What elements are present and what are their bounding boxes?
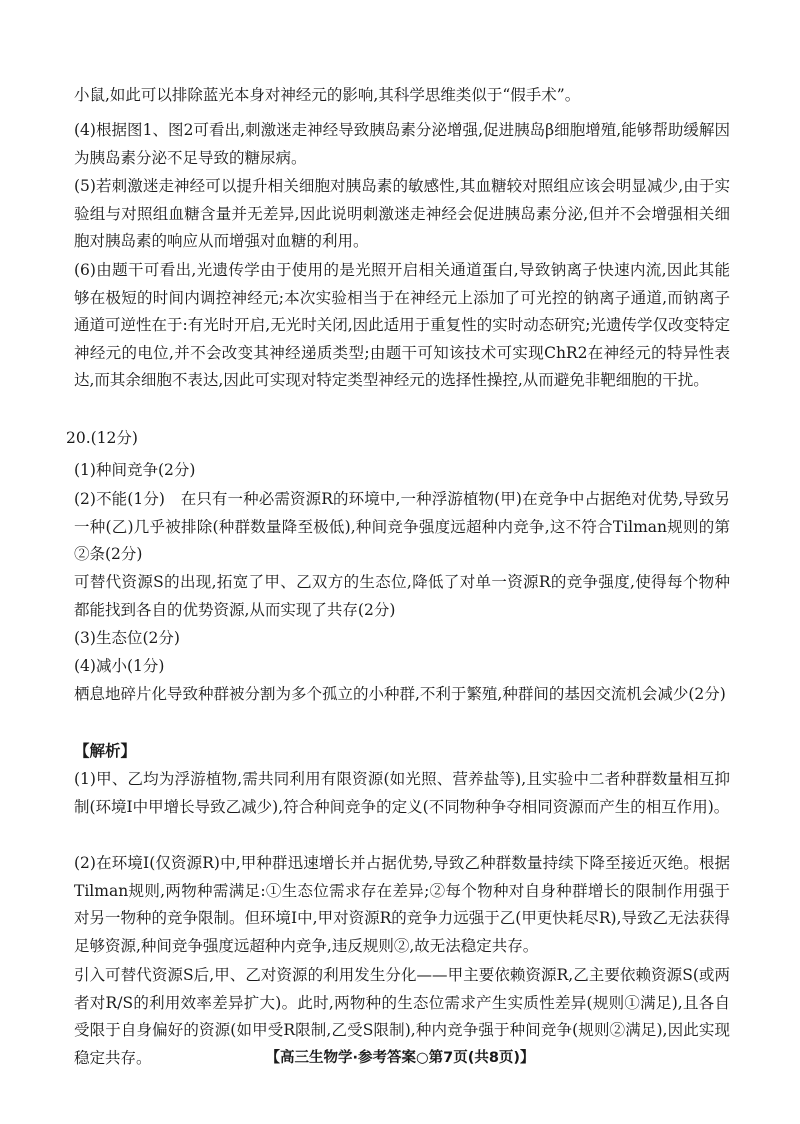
analysis-1: (1)甲、乙均为浮游植物,需共同利用有限资源(如光照、营养盐等),且实验中二者种群数量相互抑制(环境Ⅰ中甲增长导致乙减少),符合种间竞争的定义(不同物种争夺相同资源而产生的相互作用)。 bbox=[74, 770, 730, 816]
analysis-2: (2)在环境Ⅰ(仅资源R)中,甲种群迅速增长并占据优势,导致乙种群数量持续下降至接近灭绝。根据Tilman规则,两物种需满足:①生态位需求存在差异;②每个物种对自身种群增长的限制作用强于对另一物种的竞争限制。但环境Ⅰ中,甲对资源R的竞争力远强于乙(甲更快耗尽R),导致乙无法获得足够资源,种间竞争强度远超种内竞争,违反规则②,故无法稳定共存。 bbox=[74, 854, 730, 955]
answer-4: (4)减小(1分) bbox=[74, 657, 165, 675]
answer-1: (1)种间竞争(2分) bbox=[74, 461, 196, 479]
paragraph-q6: (6)由题干可看出,光遗传学由于使用的是光照开启相关通道蛋白,导致钠离子快速内流,因此其能够在极短的时间内调控神经元;本次实验相当于在神经元上添加了可光控的钠离子通道,而钠离子通道可逆性在于:有光时开启,无光时关闭,因此适用于重复性的实时动态研究;光遗传学仅改变特定神经元的电位,并不会改变其神经递质类型;由题干可知该技术可实现ChR2在神经元的特异性表达,而其余细胞不表达,因此可实现对特定类型神经元的选择性操控,从而避免非靶细胞的干扰。 bbox=[74, 261, 730, 389]
question-20-heading: 20.(12分) bbox=[66, 429, 138, 447]
answer-2: (2)不能(1分) 在只有一种必需资源R的环境中,一种浮游植物(甲)在竞争中占据绝对优势,导致另一种(乙)几乎被排除(种群数量降至极低),种间竞争强度远超种内竞争,这不符合Tilman规则的第②条(2分) bbox=[74, 490, 730, 563]
paragraph-q4: (4)根据图1、图2可看出,刺激迷走神经导致胰岛素分泌增强,促进胰岛β细胞增殖,能够帮助缓解因为胰岛素分泌不足导致的糖尿病。 bbox=[74, 121, 730, 167]
paragraph-q5: (5)若刺激迷走神经可以提升相关细胞对胰岛素的敏感性,其血糖较对照组应该会明显减少,由于实验组与对照组血糖含量并无差异,因此说明刺激迷走神经会促进胰岛素分泌,但并不会增强相关细胞对胰岛素的响应从而增强对血糖的利用。 bbox=[74, 177, 730, 250]
paragraph-p0: 小鼠,如此可以排除蓝光本身对神经元的影响,其科学思维类似于“假手术”。 bbox=[74, 86, 581, 104]
analysis-3: 引入可替代资源S后,甲、乙对资源的利用发生分化——甲主要依赖资源R,乙主要依赖资源S(或两者对R/S的利用效率差异扩大)。此时,两物种的生态位需求产生实质性差异(规则①满足),且各自受限于自身偏好的资源(如甲受R限制,乙受S限制),种内竞争强于种间竞争(规则②满足),因此实现稳定共存。 bbox=[74, 966, 730, 1067]
answer-2-extra: 可替代资源S的出现,拓宽了甲、乙双方的生态位,降低了对单一资源R的竞争强度,使得每个物种都能找到各自的优势资源,从而实现了共存(2分) bbox=[74, 573, 730, 619]
analysis-heading: 【解析】 bbox=[74, 742, 137, 760]
page-footer: 【高三生物学·参考答案○第7页(共8页)】 bbox=[265, 1050, 535, 1066]
answer-3: (3)生态位(2分) bbox=[74, 629, 180, 647]
answer-4-extra: 栖息地碎片化导致种群被分割为多个孤立的小种群,不利于繁殖,种群间的基因交流机会减少(2分) bbox=[74, 685, 726, 703]
